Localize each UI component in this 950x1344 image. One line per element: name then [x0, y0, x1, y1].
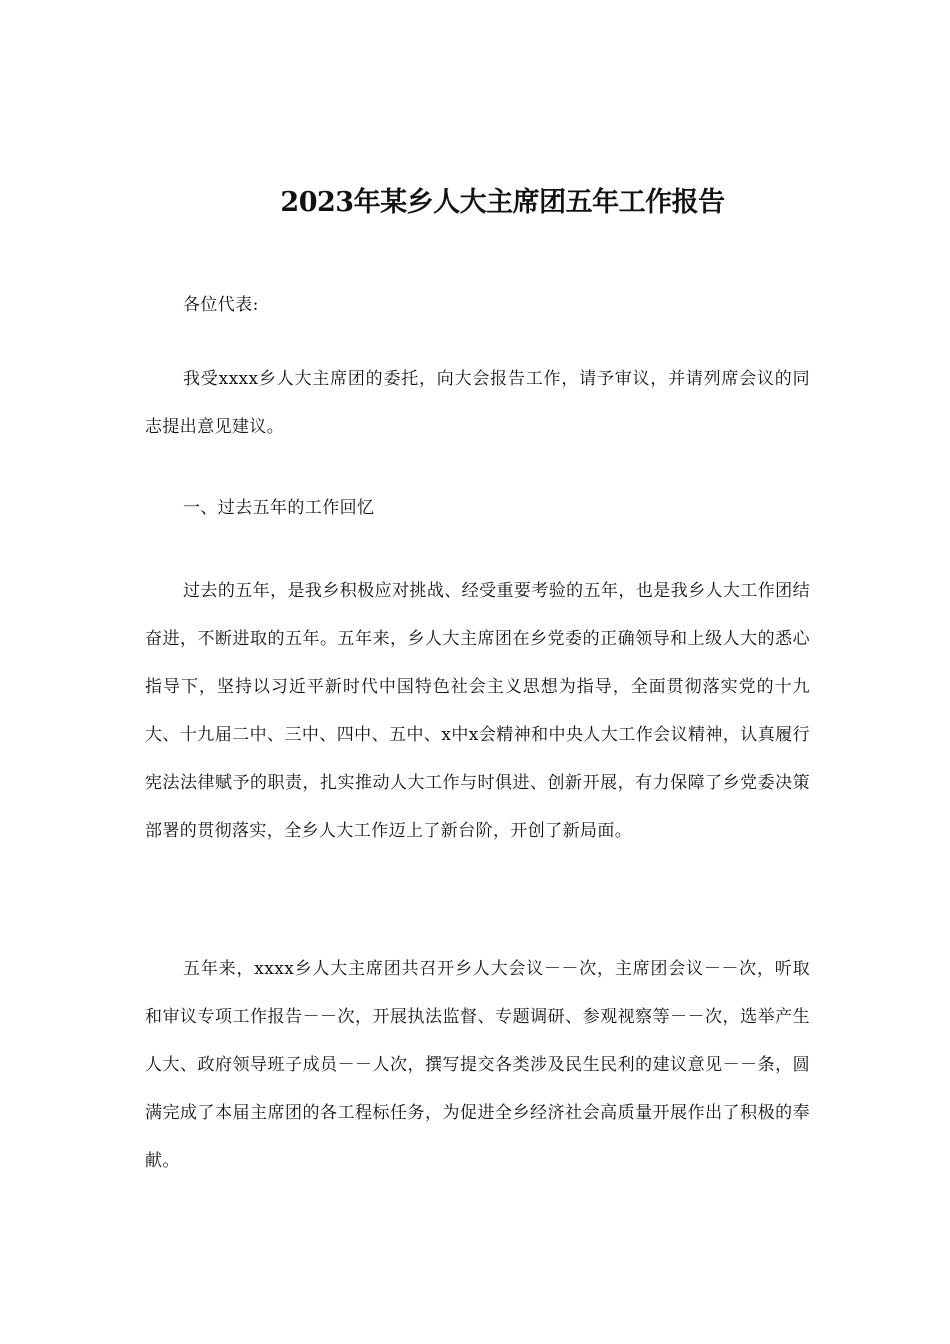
section-heading: 一、过去五年的工作回忆 — [183, 498, 375, 518]
salutation: 各位代表: — [183, 295, 259, 315]
body-paragraph-2: 五年来，xxxx乡人大主席团共召开乡人大会议－－次，主席团会议－－次，听取和审议专项工作报告－－次，开展执法监督、专题调研、参观视察等－－次，选举产生人大、政府领导班子成员－－人次，撰写提交各类涉及民生民利的建议意见－－条，圆满完成了本届主席团的各工程标任务，为促进全乡经济社会高质量开展作出了积极的奉献。 — [145, 959, 810, 1171]
document-title: 2023年某乡人大主席团五年工作报告 — [280, 187, 725, 219]
intro-paragraph: 我受xxxx乡人大主席团的委托，向大会报告工作，请予审议，并请列席会议的同志提出意见建议。 — [145, 369, 810, 437]
body-paragraph-1: 过去的五年，是我乡积极应对挑战、经受重要考验的五年，也是我乡人大工作团结奋进，不断进取的五年。五年来，乡人大主席团在乡党委的正确领导和上级人大的悉心指导下，坚持以习近平新时代中国特色社会主义思想为指导，全面贯彻落实党的十九大、十九届二中、三中、四中、五中、x中x会精神和中央人大工作会议精神，认真履行宪法法律赋予的职责，扎实推动人大工作与时俱进、创新开展，有力保障了乡党委决策部署的贯彻落实，全乡人大工作迈上了新台阶，开创了新局面。 — [145, 581, 810, 841]
